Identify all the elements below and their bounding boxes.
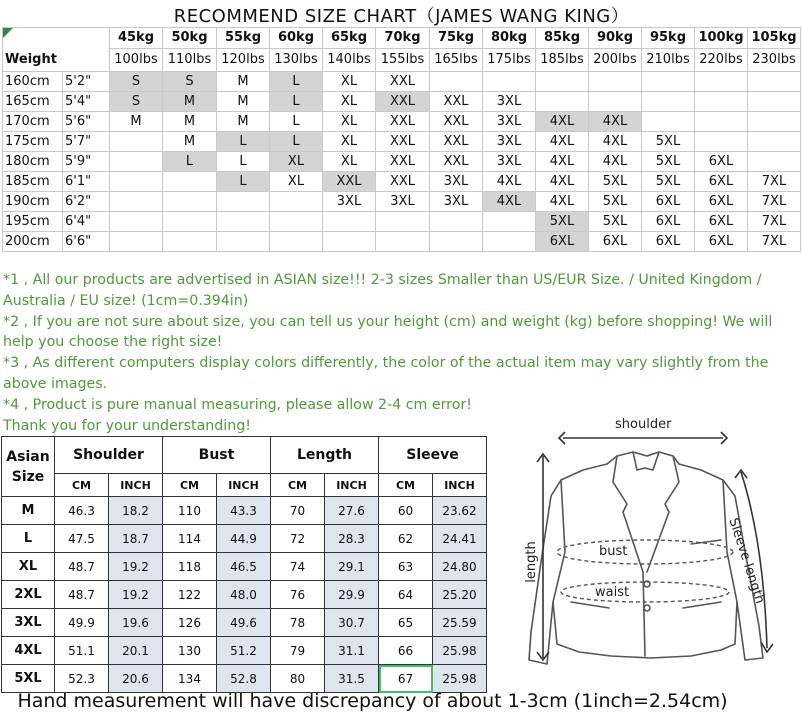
size-cell [536, 92, 589, 112]
unit-header: INCH [433, 474, 487, 497]
size-cell: 5XL [589, 192, 642, 212]
measure-cell: 114 [163, 525, 217, 553]
size-cell [748, 152, 801, 172]
measure-cell: 20.1 [109, 637, 163, 665]
measure-cell: 78 [271, 609, 325, 637]
size-cell: 6XL [642, 192, 695, 212]
size-cell [642, 92, 695, 112]
weight-lbs-header: 110lbs [163, 49, 217, 72]
height-ft: 6'2" [63, 192, 110, 212]
measure-cell: 25.20 [433, 581, 487, 609]
bust-header: Bust [163, 437, 271, 474]
size-cell: 5XL [642, 132, 695, 152]
shoulder-header: Shoulder [55, 437, 163, 474]
measure-cell: 63 [379, 553, 433, 581]
size-cell: XXL [376, 172, 430, 192]
size-cell [110, 132, 163, 152]
size-cell: XXL [430, 112, 483, 132]
measure-cell: 66 [379, 637, 433, 665]
size-cell [163, 212, 217, 232]
size-cell: 4XL [536, 172, 589, 192]
measure-cell: 72 [271, 525, 325, 553]
measure-cell: 74 [271, 553, 325, 581]
size-cell [430, 72, 483, 92]
size-cell [430, 212, 483, 232]
size-cell [536, 72, 589, 92]
measure-cell: 24.41 [433, 525, 487, 553]
size-cell [110, 152, 163, 172]
weight-height-corner [3, 28, 110, 72]
size-cell [695, 72, 748, 92]
size-label: 4XL [2, 637, 55, 665]
weight-kg-header: 80kg [483, 28, 536, 49]
measure-cell: 47.5 [55, 525, 109, 553]
measure-cell: 130 [163, 637, 217, 665]
measure-cell: 126 [163, 609, 217, 637]
weight-lbs-header: 120lbs [217, 49, 270, 72]
measure-cell: 48.7 [55, 581, 109, 609]
weight-lbs-header: 165lbs [430, 49, 483, 72]
measure-cell: 18.7 [109, 525, 163, 553]
measure-cell: 25.98 [433, 637, 487, 665]
size-label: 5XL [2, 665, 55, 693]
size-cell: 4XL [483, 172, 536, 192]
size-cell: XXL [323, 172, 376, 192]
measure-cell: 62 [379, 525, 433, 553]
measure-cell: 118 [163, 553, 217, 581]
size-cell: S [110, 72, 163, 92]
size-cell: L [270, 112, 323, 132]
size-cell [110, 212, 163, 232]
size-cell: L [217, 132, 270, 152]
measure-cell: 48.0 [217, 581, 271, 609]
measure-cell: 18.2 [109, 497, 163, 525]
size-cell: 6XL [642, 232, 695, 252]
measure-cell: 28.3 [325, 525, 379, 553]
unit-header: CM [379, 474, 433, 497]
size-cell: 3XL [323, 192, 376, 212]
height-cm: 165cm [3, 92, 63, 112]
size-cell: 3XL [483, 132, 536, 152]
height-ft: 5'6" [63, 112, 110, 132]
height-ft: 5'2" [63, 72, 110, 92]
measurement-table [1, 436, 487, 693]
size-cell: 3XL [483, 112, 536, 132]
size-cell: 7XL [748, 172, 801, 192]
size-cell: 4XL [483, 192, 536, 212]
size-chart-table [2, 27, 801, 252]
sleeve-header: Sleeve [379, 437, 487, 474]
size-cell [695, 112, 748, 132]
size-cell [163, 192, 217, 212]
size-cell: 7XL [748, 232, 801, 252]
unit-header: INCH [217, 474, 271, 497]
size-cell: 5XL [589, 172, 642, 192]
size-cell [695, 132, 748, 152]
measure-cell: 80 [271, 665, 325, 693]
weight-lbs-header: 200lbs [589, 49, 642, 72]
measure-cell: 46.3 [55, 497, 109, 525]
size-cell: 4XL [536, 132, 589, 152]
weight-label: Weight [5, 52, 57, 67]
size-cell [217, 212, 270, 232]
size-cell: L [270, 132, 323, 152]
weight-kg-header: 90kg [589, 28, 642, 49]
weight-lbs-header: 175lbs [483, 49, 536, 72]
size-cell: XXL [376, 112, 430, 132]
size-cell: S [163, 72, 217, 92]
height-cm: 190cm [3, 192, 63, 212]
measure-cell: 19.6 [109, 609, 163, 637]
size-cell: M [217, 92, 270, 112]
height-cm: 180cm [3, 152, 63, 172]
size-cell [642, 72, 695, 92]
size-cell: XL [323, 152, 376, 172]
measure-cell: 23.62 [433, 497, 487, 525]
note-1: *1 , All our products are advertised in ASIAN size!!! 2-3 sizes Smaller than US/EUR Size. / United Kingdom / Australia / EU size! (1cm=0.394in) [3, 272, 762, 309]
size-cell: M [163, 112, 217, 132]
size-cell [483, 212, 536, 232]
weight-lbs-header: 130lbs [270, 49, 323, 72]
size-cell: 3XL [430, 192, 483, 212]
weight-kg-header: 60kg [270, 28, 323, 49]
length-header: Length [271, 437, 379, 474]
weight-lbs-header: 185lbs [536, 49, 589, 72]
size-cell: XXL [430, 92, 483, 112]
size-cell: M [163, 92, 217, 112]
size-cell [110, 232, 163, 252]
size-cell: 3XL [483, 92, 536, 112]
measure-cell: 60 [379, 497, 433, 525]
weight-kg-header: 65kg [323, 28, 376, 49]
measure-cell: 52.3 [55, 665, 109, 693]
weight-lbs-header: 220lbs [695, 49, 748, 72]
size-cell: 3XL [430, 172, 483, 192]
size-cell: XL [270, 172, 323, 192]
weight-kg-header: 50kg [163, 28, 217, 49]
measure-cell: 19.2 [109, 581, 163, 609]
size-cell: 6XL [695, 232, 748, 252]
weight-kg-header: 100kg [695, 28, 748, 49]
size-cell [217, 192, 270, 212]
waist-label: waist [595, 585, 630, 600]
size-cell: 6XL [589, 232, 642, 252]
measure-cell: 49.9 [55, 609, 109, 637]
measure-cell: 20.6 [109, 665, 163, 693]
measure-cell: 24.80 [433, 553, 487, 581]
measure-cell: 19.2 [109, 553, 163, 581]
size-cell: M [163, 132, 217, 152]
note-3: *3 , As different computers display colors differently, the color of the actual item may vary slightly from the above images. [3, 355, 769, 392]
size-cell: M [217, 112, 270, 132]
size-cell [323, 212, 376, 232]
size-cell: 4XL [589, 132, 642, 152]
height-ft: 6'1" [63, 172, 110, 192]
height-cm: 185cm [3, 172, 63, 192]
bust-label: bust [599, 544, 628, 559]
size-cell: 4XL [589, 112, 642, 132]
size-cell: 6XL [695, 172, 748, 192]
size-cell [270, 212, 323, 232]
size-cell: 4XL [536, 192, 589, 212]
weight-kg-header: 70kg [376, 28, 430, 49]
measure-cell: 110 [163, 497, 217, 525]
size-cell [376, 212, 430, 232]
size-cell [163, 172, 217, 192]
size-cell [483, 232, 536, 252]
size-cell [376, 232, 430, 252]
size-cell [217, 232, 270, 252]
measure-cell: 52.8 [217, 665, 271, 693]
note-thanks: Thank you for your understanding! [3, 417, 251, 434]
size-label: M [2, 497, 55, 525]
measure-cell: 51.1 [55, 637, 109, 665]
size-cell: 6XL [536, 232, 589, 252]
size-cell: 4XL [536, 152, 589, 172]
size-cell [589, 92, 642, 112]
measure-cell: 46.5 [217, 553, 271, 581]
size-cell: 6XL [695, 152, 748, 172]
corner-marker [3, 28, 13, 38]
size-label: XL [2, 553, 55, 581]
size-cell: 5XL [642, 172, 695, 192]
size-cell: 4XL [589, 152, 642, 172]
size-cell: 5XL [536, 212, 589, 232]
height-ft: 6'4" [63, 212, 110, 232]
size-cell: L [270, 92, 323, 112]
measure-cell: 27.6 [325, 497, 379, 525]
measure-cell: 51.2 [217, 637, 271, 665]
unit-header: CM [271, 474, 325, 497]
size-cell: XL [323, 112, 376, 132]
height-cm: 195cm [3, 212, 63, 232]
chart-title: RECOMMEND SIZE CHART（JAMES WANG KING） [173, 6, 630, 27]
weight-kg-header: 85kg [536, 28, 589, 49]
measure-cell: 67 [379, 665, 433, 693]
size-cell: M [217, 72, 270, 92]
size-cell: 6XL [642, 212, 695, 232]
size-cell: 6XL [695, 192, 748, 212]
size-cell [270, 232, 323, 252]
shoulder-label: shoulder [615, 417, 672, 432]
size-cell: 7XL [748, 212, 801, 232]
size-cell: 3XL [376, 192, 430, 212]
measure-cell: 29.1 [325, 553, 379, 581]
height-ft: 5'9" [63, 152, 110, 172]
sleeve-length-label: Sleeve length [725, 516, 768, 606]
measure-cell: 122 [163, 581, 217, 609]
size-cell [163, 232, 217, 252]
jacket-diagram [495, 412, 800, 692]
measure-cell: 79 [271, 637, 325, 665]
measure-cell: 134 [163, 665, 217, 693]
measure-cell: 31.5 [325, 665, 379, 693]
size-cell [323, 232, 376, 252]
weight-lbs-header: 140lbs [323, 49, 376, 72]
size-cell: 5XL [589, 212, 642, 232]
size-label: 2XL [2, 581, 55, 609]
size-cell: L [270, 72, 323, 92]
weight-kg-header: 55kg [217, 28, 270, 49]
size-cell [748, 72, 801, 92]
weight-lbs-header: 230lbs [748, 49, 801, 72]
weight-lbs-header: 100lbs [110, 49, 163, 72]
height-cm: 200cm [3, 232, 63, 252]
size-cell: 4XL [536, 112, 589, 132]
size-cell: 5XL [642, 152, 695, 172]
size-cell: XXL [376, 132, 430, 152]
size-cell: L [217, 172, 270, 192]
size-cell: 3XL [483, 152, 536, 172]
size-cell [483, 72, 536, 92]
size-cell [270, 192, 323, 212]
measure-cell: 76 [271, 581, 325, 609]
height-cm: 160cm [3, 72, 63, 92]
measure-cell: 70 [271, 497, 325, 525]
size-cell: XXL [430, 132, 483, 152]
size-cell [695, 92, 748, 112]
note-2: *2 , If you are not sure about size, you can tell us your height (cm) and weight (kg) before shopping! We will help you choose the right size! [3, 313, 773, 351]
size-cell: XL [270, 152, 323, 172]
measure-cell: 48.7 [55, 553, 109, 581]
weight-kg-header: 95kg [642, 28, 695, 49]
weight-kg-header: 45kg [110, 28, 163, 49]
size-cell: 6XL [695, 212, 748, 232]
measure-cell: 49.6 [217, 609, 271, 637]
size-cell [748, 112, 801, 132]
size-cell: XL [323, 72, 376, 92]
measure-cell: 25.98 [433, 665, 487, 693]
height-ft: 5'4" [63, 92, 110, 112]
weight-lbs-header: 155lbs [376, 49, 430, 72]
weight-kg-header: 105kg [748, 28, 801, 49]
measure-cell: 43.3 [217, 497, 271, 525]
size-label: 3XL [2, 609, 55, 637]
height-cm: 175cm [3, 132, 63, 152]
measure-cell: 25.59 [433, 609, 487, 637]
size-cell: XXL [430, 152, 483, 172]
size-cell [748, 92, 801, 112]
size-cell [110, 192, 163, 212]
size-cell: M [110, 112, 163, 132]
measure-cell: 44.9 [217, 525, 271, 553]
height-label [11, 70, 60, 72]
size-cell: L [217, 152, 270, 172]
size-cell: L [163, 152, 217, 172]
unit-header: CM [55, 474, 109, 497]
size-cell: S [110, 92, 163, 112]
measure-cell: 29.9 [325, 581, 379, 609]
height-ft: 6'6" [63, 232, 110, 252]
height-ft: 5'7" [63, 132, 110, 152]
length-label: length [524, 541, 539, 583]
size-cell: XXL [376, 152, 430, 172]
size-cell: 7XL [748, 192, 801, 212]
weight-kg-header: 75kg [430, 28, 483, 49]
unit-header: INCH [325, 474, 379, 497]
measure-cell: 30.7 [325, 609, 379, 637]
weight-lbs-header: 210lbs [642, 49, 695, 72]
measure-cell: 65 [379, 609, 433, 637]
measure-cell: 64 [379, 581, 433, 609]
size-cell [110, 172, 163, 192]
size-cell: XL [323, 92, 376, 112]
size-cell [642, 112, 695, 132]
size-cell [589, 72, 642, 92]
unit-header: INCH [109, 474, 163, 497]
unit-header: CM [163, 474, 217, 497]
size-cell [430, 232, 483, 252]
size-cell: XL [323, 132, 376, 152]
size-label: L [2, 525, 55, 553]
asian-size-header: Asian Size [2, 437, 55, 497]
measure-cell: 31.1 [325, 637, 379, 665]
height-cm: 170cm [3, 112, 63, 132]
size-cell: XXL [376, 72, 430, 92]
size-cell: XXL [376, 92, 430, 112]
size-cell [748, 132, 801, 152]
footer-note: Hand measurement will have discrepancy of about 1-3cm (1inch=2.54cm) [17, 690, 728, 712]
note-4: *4 , Product is pure manual measuring, please allow 2-4 cm error! [3, 396, 472, 413]
